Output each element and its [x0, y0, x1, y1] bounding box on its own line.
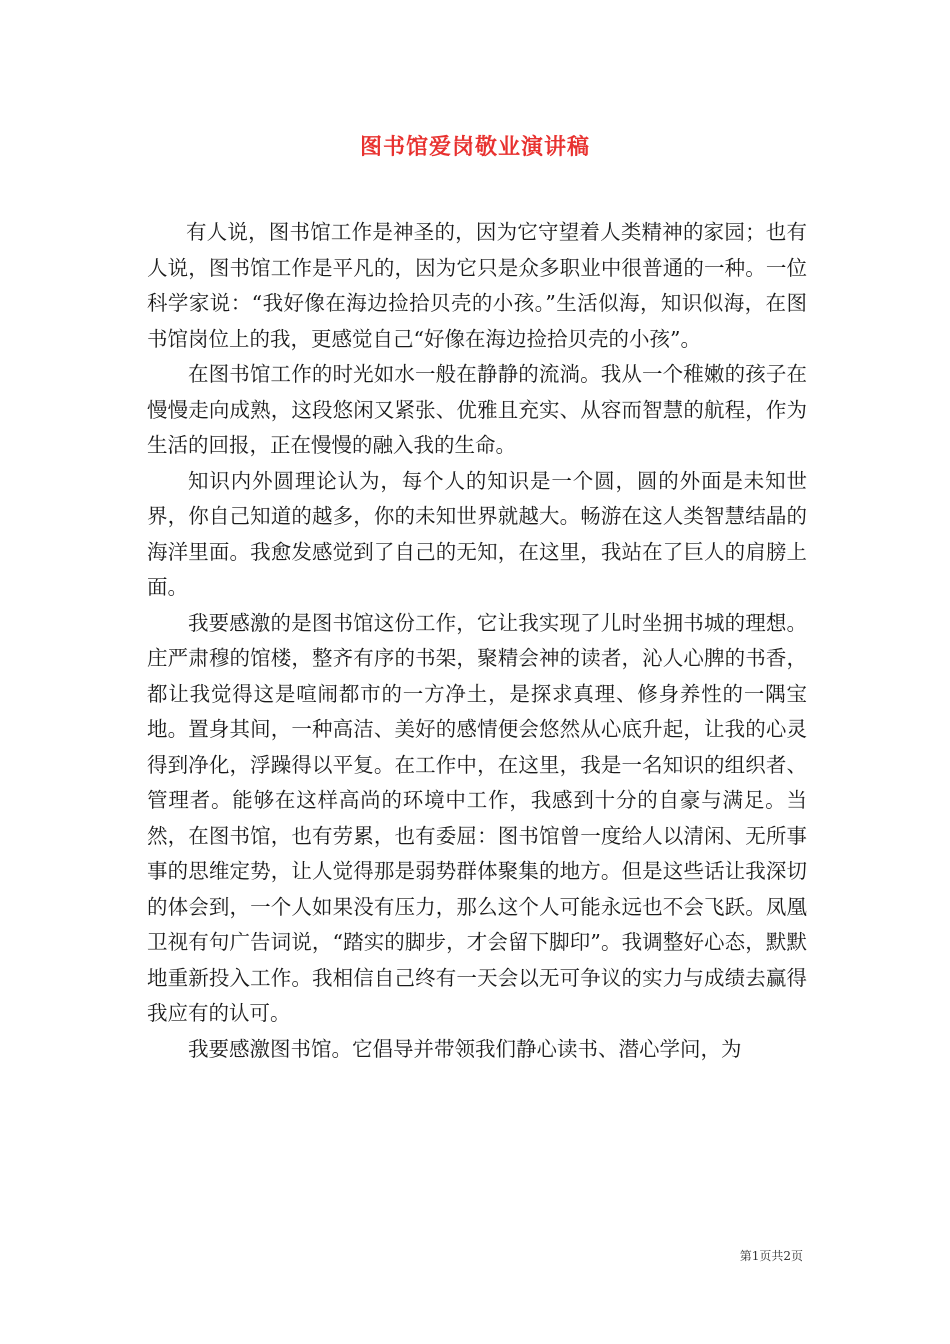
document-title: 图书馆爱岗敬业演讲稿	[359, 134, 590, 160]
document-body	[147, 215, 807, 1067]
paragraph-4: 我要感激的是图书馆这份工作，它让我实现了儿时坐拥书城的理想。庄严肃穆的馆楼，整齐有序的书架，聚精会神的读者，沁人心脾的书香，都让我觉得这是喧闹都市的一方净土，是探求真理、修身养性的一隅宝地。置身其间，一种高洁、美好的感情便会悠然从心底升起，让我的心灵得到净化，浮躁得以平复。在工作中，在这里，我是一名知识的组织者、管理者。能够在这样高尚的环境中工作，我感到十分的自豪与满足。当然，在图书馆，也有劳累，也有委屈：图书馆曾一度给人以清闲、无所事事的思维定势，让人觉得那是弱势群体聚集的地方。但是这些话让我深切的体会到，一个人如果没有压力，那么这个人可能永远也不会飞跃。凤凰卫视有句广告词说，“踏实的脚步，才会留下脚印”。我调整好心态，默默地重新投入工作。我相信自己终有一天会以无可争议的实力与成绩去赢得我应有的认可。	[147, 610, 807, 1025]
paragraph-2: 在图书馆工作的时光如水一般在静静的流淌。我从一个稚嫩的孩子在慢慢走向成熟，这段悠闲又紧张、优雅且充实、从容而智慧的航程，作为生活的回报，正在慢慢的融入我的生命。	[147, 362, 807, 457]
paragraph-5: 我要感激图书馆。它倡导并带领我们静心读书、潜心学问，为	[188, 1036, 742, 1061]
page-number: 第1页共2页	[739, 1249, 803, 1263]
paragraph-1: 有人说，图书馆工作是神圣的，因为它守望着人类精神的家园；也有人说，图书馆工作是平凡的，因为它只是众多职业中很普通的一种。一位科学家说：“我好像在海边捡拾贝壳的小孩。”生活似海，知识似海，在图书馆岗位上的我，更感觉自己“好像在海边捡拾贝壳的小孩”。	[147, 220, 807, 351]
paragraph-3: 知识内外圆理论认为，每个人的知识是一个圆，圆的外面是未知世界，你自己知道的越多，你的未知世界就越大。畅游在这人类智慧结晶的海洋里面。我愈发感觉到了自己的无知，在这里，我站在了巨人的肩膀上面。	[147, 468, 807, 599]
